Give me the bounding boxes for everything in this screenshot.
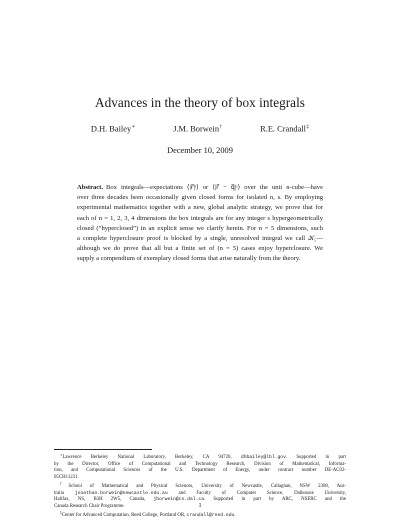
author: D.H. Bailey∗	[90, 124, 136, 134]
footnote-line: tion, and Computational Sciences of the U.S. Department of Energy, under contract number DE-AC02-	[54, 468, 346, 474]
abstract-line: over three decades been occasionally given closed forms for isolated n, s. By employing	[77, 194, 323, 202]
abstract-line: closed (“hyperclosed”) in an explicit sense we clarify herein. For n = 5 dimensions, such	[77, 224, 323, 232]
footnote-line: Canada Research Chair Programme.	[54, 503, 125, 509]
footnotes	[54, 452, 346, 520]
email-link[interactable]: dhbailey@lbl.gov	[240, 455, 286, 461]
author-footnote-mark: ∗	[131, 124, 136, 130]
author-list	[0, 124, 400, 134]
author-footnote-mark: †	[219, 124, 223, 130]
footnote-line: Halifax, NS, B3H 2W5, Canada, jborwein@cs.dal.ca. Supported in part by ARC, NSERC and the	[54, 497, 346, 503]
abstract-line: a complete hyperclosure proof is blocked by a single, unresolved integral we call 𝒦₅—	[77, 235, 323, 243]
footnote-line: 05CH11231.	[54, 474, 79, 480]
footnote-line: †School of Mathematical and Physical Sciences, University of Newcastle, Callaghan, NSW 2308, Aus-	[60, 482, 347, 490]
abstract-line: each of n = 1, 2, 3, 4 dimensions the box integrals are for any integer s hypergeometrically	[77, 214, 323, 222]
abstract	[77, 183, 323, 265]
footnote-mark: ∗	[60, 453, 63, 457]
footnote-line: ‡Center for Advanced Computation, Reed College, Portland OR, crandall@reed.edu.	[60, 511, 236, 519]
footnote-line: tralia jonathan.borwein@newcastle.edu.au and Faculty of Computer Science, Dalhousie University,	[54, 490, 346, 496]
footnote-mark: †	[60, 482, 69, 486]
abstract-label: Abstract.	[77, 184, 103, 191]
page-number: 1	[198, 502, 202, 509]
abstract-line: experimental mathematics together with a new, global analytic strategy, we prove that for	[77, 204, 323, 212]
email-link[interactable]: crandall@reed.edu	[186, 513, 235, 519]
abstract-line: although we do prove that all but a finite set of (n = 5) cases enjoy hyperclosure. We	[77, 245, 323, 253]
author-footnote-mark: ‡	[306, 124, 310, 130]
footnote-mark: ‡	[60, 511, 62, 515]
email-link[interactable]: jborwein@cs.dal.ca	[153, 497, 205, 503]
abstract-line: supply a compendium of exemplary closed forms that arise naturally from the theory.	[77, 255, 301, 263]
author: R.E. Crandall‡	[260, 124, 310, 134]
footnote-divider	[54, 449, 152, 450]
footnote-line: ∗Lawrence Berkeley National Laboratory, Berkeley, CA 94720, dhbailey@lbl.gov. Supported in part	[60, 453, 346, 461]
abstract-line: Abstract. Box integrals—expectations ⟨|r⃗|ˢ⟩ or ⟨|r⃗ − q⃗|ˢ⟩ over the unit n-cube—have	[77, 184, 323, 191]
email-link[interactable]: jonathan.borwein@newcastle.edu.au	[74, 490, 168, 496]
paper-date: December 10, 2009	[167, 146, 233, 155]
author: J.M. Borwein†	[173, 124, 223, 134]
paper-title: Advances in the theory of box integrals	[95, 95, 305, 110]
footnote-line: by the Director, Office of Computational and Technology Research, Division of Mathematical, Informa-	[54, 461, 346, 467]
